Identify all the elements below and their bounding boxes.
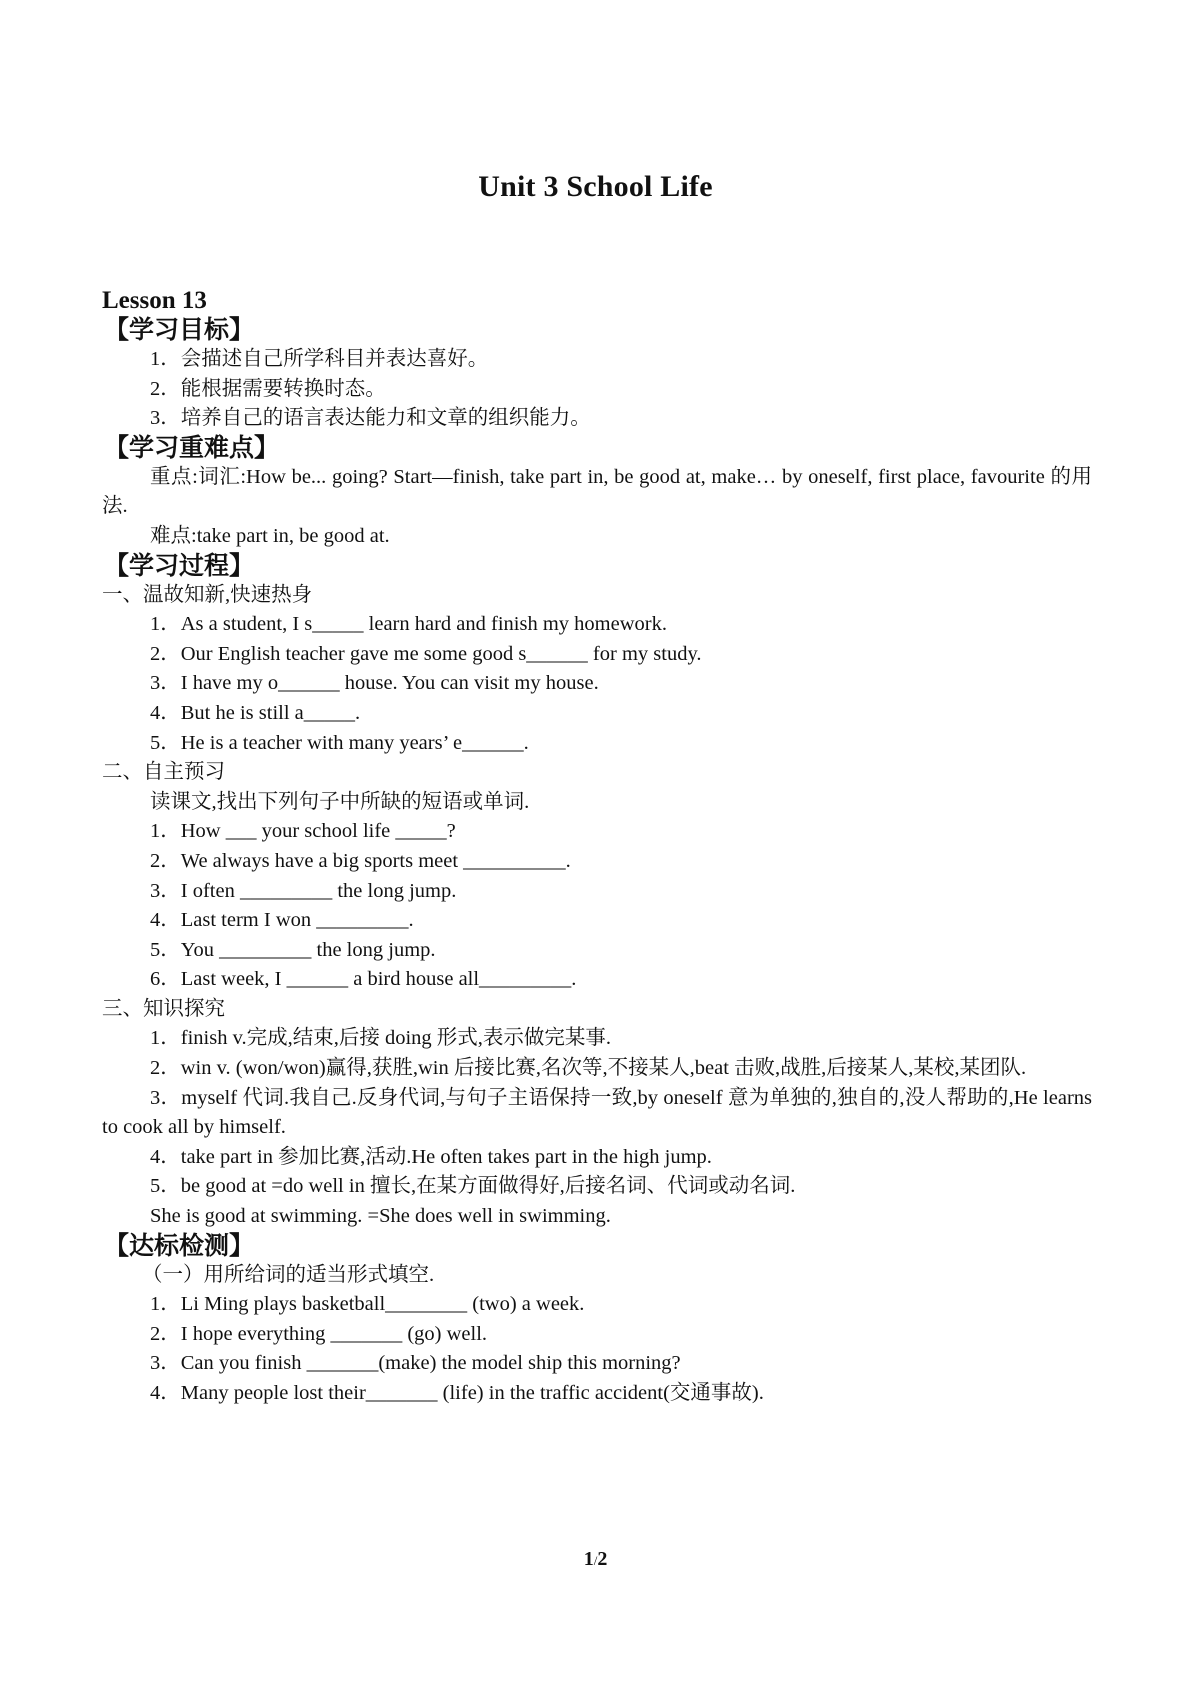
assessment-item: 2．I hope everything _______ (go) well. — [150, 1322, 488, 1345]
part3-title: 三、知识探究 — [102, 997, 225, 1020]
objectives-heading: 【学习目标】 — [104, 317, 255, 344]
part1-title: 一、温故知新,快速热身 — [102, 583, 313, 606]
page-current: 1 — [583, 1548, 594, 1570]
part2-title: 二、自主预习 — [102, 761, 225, 784]
knowledge-item: 3．myself 代词.我自己.反身代词,与句子主语保持一致,by oneself 意为单独的,独自的,没人帮助的,He learns to cook all by himself. — [102, 1086, 1098, 1139]
key-points-focus: 重点:词汇:How be... going? Start—finish, take part in, be good at, make… by oneself, first place, favourite 的用法. — [102, 465, 1092, 518]
document-body — [102, 286, 1098, 1409]
preview-item: 3．I often _________ the long jump. — [150, 879, 457, 902]
warmup-item: 3．I have my o______ house. You can visit my house. — [150, 672, 599, 695]
assessment-item: 1．Li Ming plays basketball________ (two) a week. — [150, 1293, 585, 1316]
assessment-item: 4．Many people lost their_______ (life) in the traffic accident(交通事故). — [150, 1382, 764, 1404]
warmup-item: 2．Our English teacher gave me some good s______ for my study. — [150, 642, 702, 665]
lesson-heading: Lesson 13 — [102, 287, 207, 314]
warmup-item: 1．As a student, I s_____ learn hard and finish my homework. — [150, 613, 667, 636]
assessment-heading: 【达标检测】 — [104, 1232, 255, 1260]
page-separator: / — [593, 1553, 598, 1568]
objective-item: 2．能根据需要转换时态。 — [150, 377, 386, 400]
page-total: 2 — [597, 1548, 608, 1570]
preview-item: 5．You _________ the long jump. — [150, 938, 436, 961]
warmup-item: 4．But he is still a_____. — [150, 701, 361, 724]
preview-item: 4．Last term I won _________. — [150, 909, 414, 932]
preview-item: 6．Last week, I ______ a bird house all_________. — [150, 968, 577, 991]
process-heading: 【学习过程】 — [104, 552, 255, 580]
preview-item: 1．How ___ your school life _____? — [150, 820, 456, 843]
knowledge-example: She is good at swimming. =She does well in swimming. — [150, 1205, 611, 1228]
part2-instruction: 读课文,找出下列句子中所缺的短语或单词. — [150, 790, 530, 813]
key-points-heading: 【学习重难点】 — [104, 434, 280, 462]
page-title: Unit 3 School Life — [478, 170, 713, 203]
objective-item: 3．培养自己的语言表达能力和文章的组织能力。 — [150, 407, 591, 430]
knowledge-item: 4．take part in 参加比赛,活动.He often takes part in the high jump. — [150, 1145, 712, 1168]
objective-item: 1．会描述自己所学科目并表达喜好。 — [150, 348, 489, 370]
warmup-item: 5．He is a teacher with many years’ e______. — [150, 731, 529, 754]
knowledge-item: 2．win v. (won/won)赢得,获胜,win 后接比赛,名次等,不接某人,beat 击败,战胜,后接某人,某校,某团队. — [150, 1057, 1027, 1080]
key-points-difficulty: 难点:take part in, be good at. — [150, 524, 390, 547]
knowledge-item: 1．finish v.完成,结束,后接 doing 形式,表示做完某事. — [150, 1027, 612, 1050]
preview-item: 2．We always have a big sports meet __________. — [150, 849, 571, 872]
page-number — [0, 1548, 1191, 1571]
knowledge-item: 5．be good at =do well in 擅长,在某方面做得好,后接名词、代词或动名词. — [150, 1175, 796, 1198]
assessment-subtitle: （一）用所给词的适当形式填空. — [142, 1263, 435, 1286]
assessment-item: 3．Can you finish _______(make) the model ship this morning? — [150, 1352, 681, 1375]
